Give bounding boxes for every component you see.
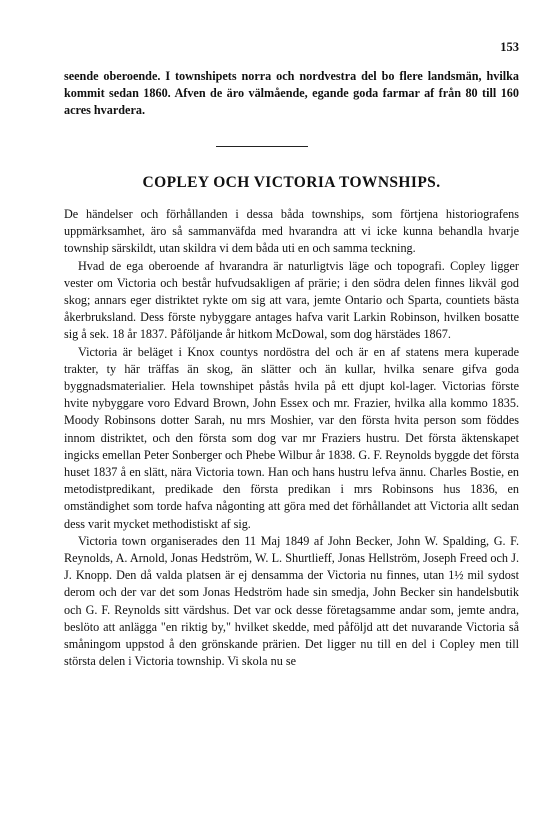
section-divider (216, 146, 308, 147)
section-title: COPLEY OCH VICTORIA TOWNSHIPS. (142, 174, 441, 191)
paragraph: De händelser och förhållanden i dessa båda townships, som förtjena historiografens uppmärksamhet, äro så sammanväfda med hvarandra att vi icke kunna behandla hvarje township särskildt, utan skildra vi dem båda uti en och samma teckning. (64, 207, 519, 256)
continuation-paragraph: seende oberoende. I townshipets norra och nordvestra del bo flere landsmän, hvilka kommit sedan 1860. Afven de äro välmående, egande goda farmar af från 80 till 160 acres hvardera. (64, 69, 519, 118)
section-body (64, 206, 519, 670)
page-number: 153 (500, 40, 519, 54)
paragraph: Victoria town organiserades den 11 Maj 1849 af John Becker, John W. Spalding, G. F. Reynolds, A. Arnold, Jonas Hedström, W. L. Shurtlieff, Jonas Hellström, Joseph Freed och J. J. Knopp. Den då valda platsen är ej densamma der Victoria nu finnes, utan 1½ mil sydost derom och der var det som Jonas Hedström hade sin smedja, John Becker sin handelsbutik och G. F. Reynolds sitt värdshus. Det var ock desse företagsamme andar som, jemte andra, beslöto att anlägga "en riktig by," hvilket skedde, med påföljd att det nuvarande Victoria så småningom uppstod å den grönskande prärien. Det ligger nu till en del i Copley men till största delen i Victoria township. Vi skola nu se (64, 533, 519, 669)
paragraph: Victoria är beläget i Knox countys nordöstra del och är en af statens mera kuperade trakter, ty här träffas än skog, än slätter och än kullar, hvilka senare gifva goda byggnadsmaterialier. Hela townshipet påstås hvila på ett djupt kol-lager. Victorias förste hvite nybyggare voro Edvard Brown, John Essex och mr. Frazier, hvilka alla kommo 1835. Moody Robinsons dotter Sarah, nu mrs Moshier, var den första hvita person som föddes innom distriktet, och den första som dog var mr Fraziers hustru. Det första äktenskapet ingicks emellan Peter Sonberger och Phebe Wilbur år 1838. G. F. Reynolds byggde det första huset 1837 å en slätt, nära Victoria town. Han och hans hustru lefva ännu. Charles Bostie, en metodistpredikant, predikade den första predikan i mrs Robinsons hus 1836, en omständighet som torde hafva någonting att göra med det förhållandet att Victoria allt sedan dess varit mycket methodistiskt af sig. (64, 344, 519, 531)
paragraph: Hvad de ega oberoende af hvarandra är naturligtvis läge och topografi. Copley ligger vester om Victoria och består hufvudsakligen af prärie; i den södra delen finnes likväl god skog; annars eger distriktet rykte om sig att vara, jemte Ontario och Sparta, countiets bästa åkerbruksland. Dess förste nybyggare antages hafva varit Larkin Robinson, hvilken bosatte sig å sek. 18 år 1837. Påföljande år hitkom McDowal, som dog härstädes 1867. (64, 258, 519, 342)
